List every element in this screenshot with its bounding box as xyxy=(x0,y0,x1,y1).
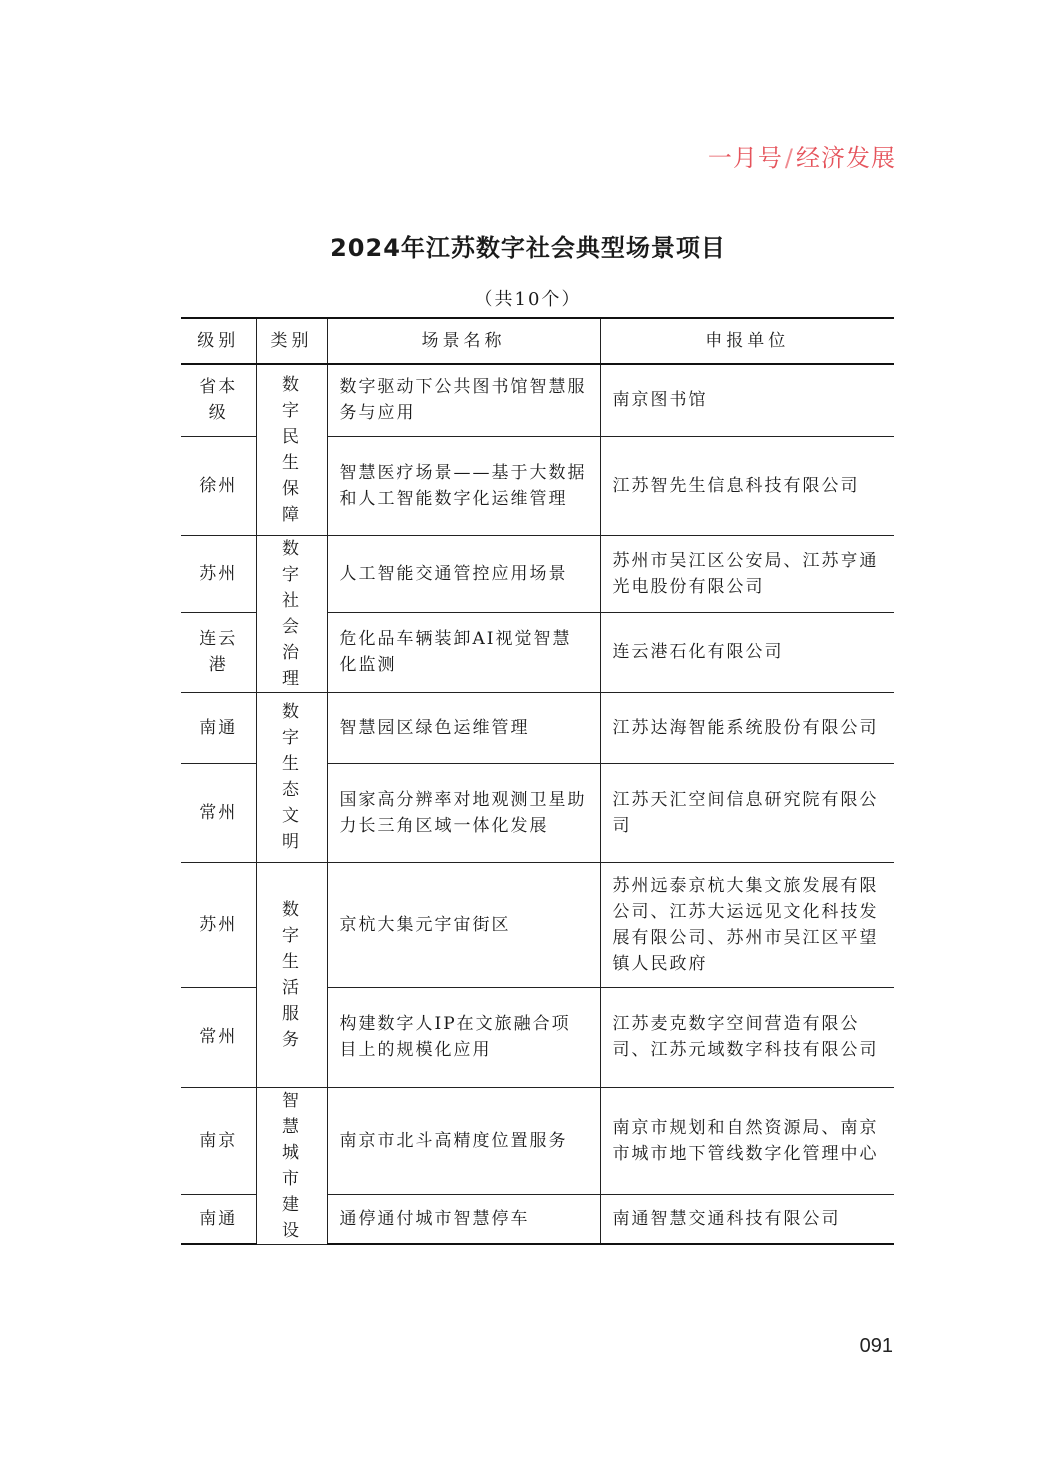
scene-cell: 智慧园区绿色运维管理 xyxy=(327,692,600,763)
page-title: 2024年江苏数字社会典型场景项目 xyxy=(330,234,726,262)
category-cell: 数字民生保障 xyxy=(256,364,327,535)
scene-cell: 国家高分辨率对地观测卫星助力长三角区域一体化发展 xyxy=(327,763,600,862)
separator: / xyxy=(784,144,794,172)
level-cell: 南通 xyxy=(181,692,256,763)
scene-cell: 人工智能交通管控应用场景 xyxy=(327,535,600,613)
table-row xyxy=(181,364,894,436)
level-cell: 南通 xyxy=(181,1195,256,1244)
unit-cell: 江苏天汇空间信息研究院有限公司 xyxy=(600,763,894,862)
category-cell: 智慧城市建设 xyxy=(256,1087,327,1244)
unit-cell: 南通智慧交通科技有限公司 xyxy=(600,1195,894,1244)
level-cell: 常州 xyxy=(181,987,256,1087)
scene-cell: 南京市北斗高精度位置服务 xyxy=(327,1087,600,1195)
level-cell: 南京 xyxy=(181,1087,256,1195)
unit-cell: 苏州远泰京杭大集文旅发展有限公司、江苏大运远见文化科技发展有限公司、苏州市吴江区平望镇人民政府 xyxy=(600,862,894,987)
level-cell: 苏州 xyxy=(181,862,256,987)
magazine-section-tag xyxy=(708,138,896,173)
unit-cell: 苏州市吴江区公安局、江苏亨通光电股份有限公司 xyxy=(600,535,894,613)
scene-cell: 智慧医疗场景——基于大数据和人工智能数字化运维管理 xyxy=(327,436,600,535)
level-cell: 徐州 xyxy=(181,436,256,535)
page-subtitle: （共10个） xyxy=(474,289,582,310)
level-cell: 苏州 xyxy=(181,535,256,613)
level-cell: 省本级 xyxy=(181,364,256,436)
unit-cell: 江苏达海智能系统股份有限公司 xyxy=(600,692,894,763)
column-header-level: 级别 xyxy=(181,318,256,364)
column-label: 经济发展 xyxy=(796,144,896,172)
category-cell: 数字生态文明 xyxy=(256,692,327,862)
scene-cell: 危化品车辆装卸AI视觉智慧化监测 xyxy=(327,613,600,692)
unit-cell: 江苏智先生信息科技有限公司 xyxy=(600,436,894,535)
column-header-unit: 申报单位 xyxy=(600,318,894,364)
scene-cell: 数字驱动下公共图书馆智慧服务与应用 xyxy=(327,364,600,436)
unit-cell: 江苏麦克数字空间营造有限公司、江苏元域数字科技有限公司 xyxy=(600,987,894,1087)
table-row xyxy=(181,1087,894,1195)
projects-table xyxy=(181,317,894,1245)
category-cell: 数字生活服务 xyxy=(256,862,327,1087)
table-row xyxy=(181,535,894,613)
scene-cell: 京杭大集元宇宙街区 xyxy=(327,862,600,987)
category-cell: 数字社会治理 xyxy=(256,535,327,692)
issue-label: 一月号 xyxy=(707,144,783,172)
scene-cell: 通停通付城市智慧停车 xyxy=(327,1195,600,1244)
table-row xyxy=(181,862,894,987)
column-header-category: 类别 xyxy=(256,318,327,364)
column-header-scene: 场景名称 xyxy=(327,318,600,364)
unit-cell: 连云港石化有限公司 xyxy=(600,613,894,692)
table-row xyxy=(181,692,894,763)
level-cell: 常州 xyxy=(181,763,256,862)
table-header-row xyxy=(181,318,894,364)
page-number: 091 xyxy=(859,1335,893,1357)
scene-cell: 构建数字人IP在文旅融合项目上的规模化应用 xyxy=(327,987,600,1087)
unit-cell: 南京图书馆 xyxy=(600,364,894,436)
level-cell: 连云港 xyxy=(181,613,256,692)
unit-cell: 南京市规划和自然资源局、南京市城市地下管线数字化管理中心 xyxy=(600,1087,894,1195)
